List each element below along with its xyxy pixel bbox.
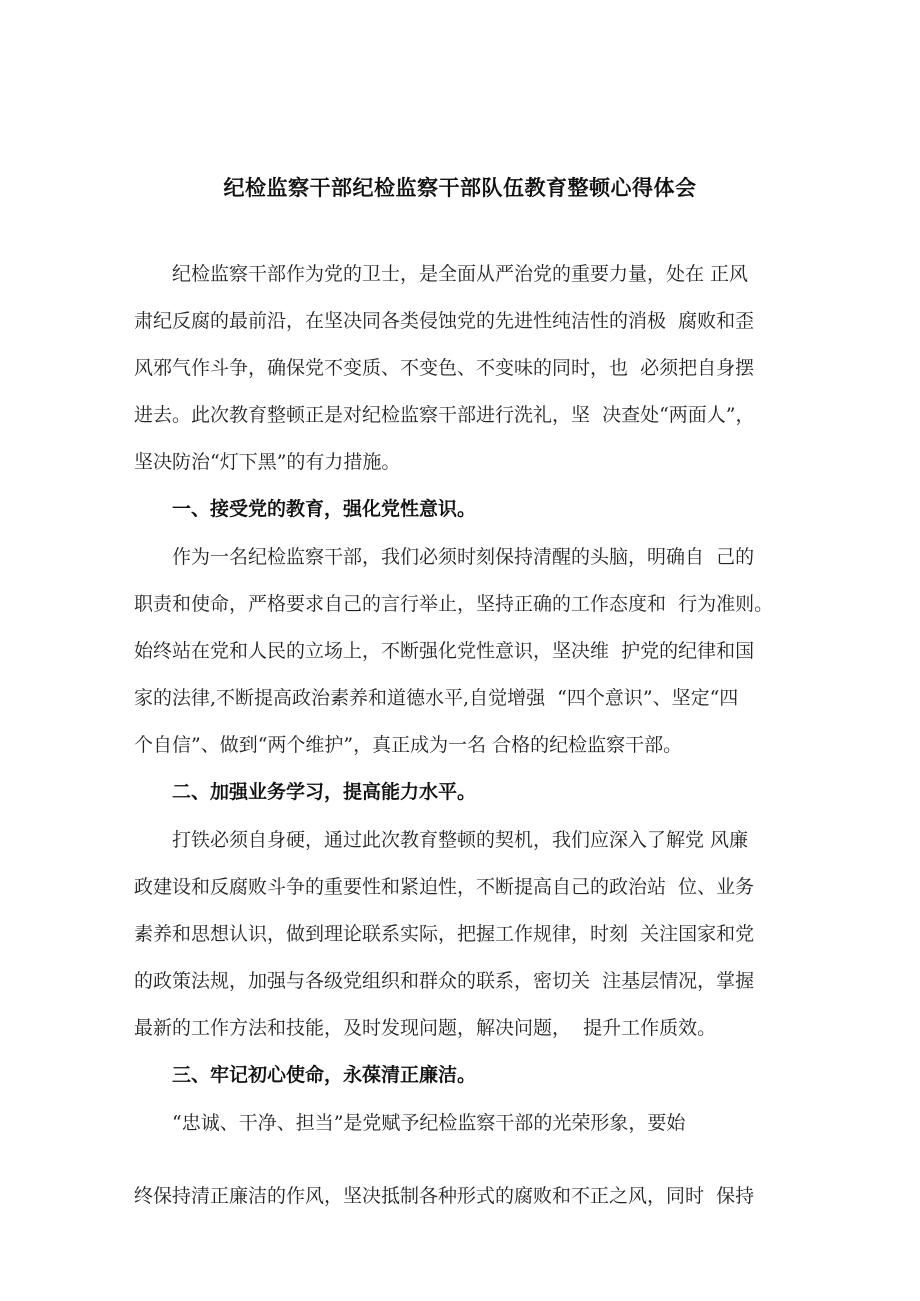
intro-line-4: 进去。此次教育整顿正是对纪检监察干部进行洗礼，坚 决查处“两面人”， [134,404,755,426]
section-1-heading: 一、接受党的教育，强化党性意识。 [172,498,477,520]
section-3-line-2: 终保持清正廉洁的作风，坚决抵制各种形式的腐败和不正之风，同时 保持 [134,1185,755,1207]
section-1-line-2: 职责和使命，严格要求自己的言行举止，坚持正确的工作态度和 行为准则。 [134,593,774,615]
section-1-line-5: 个自信”、做到“两个维护”，真正成为一名 合格的纪检监察干部。 [134,734,683,756]
intro-line-2: 肃纪反腐的最前沿，在坚决同各类侵蚀党的先进性纯洁性的消极 腐败和歪 [134,310,755,332]
section-1-line-3: 始终站在党和人民的立场上，不断强化党性意识，坚决维 护党的纪律和国 [134,640,755,662]
intro-line-5: 坚决防治“灯下黑”的有力措施。 [134,451,401,473]
section-3-heading: 三、牢记初心使命，永葆清正廉洁。 [172,1064,477,1086]
section-3-line-1: “忠诚、干净、担当”是党赋予纪检监察干部的光荣形象，要始 [172,1112,686,1134]
section-2-line-3: 素养和思想认识，做到理论联系实际，把握工作规律，时刻 关注国家和党 [134,923,755,945]
intro-line-3: 风邪气作斗争，确保党不变质、不变色、不变味的同时，也 必须把自身摆 [134,357,755,379]
section-1-line-4: 家的法律,不断提高政治素养和道德水平,自觉增强 “四个意识”、坚定“四 [134,687,739,709]
section-2-heading: 二、加强业务学习，提高能力水平。 [172,781,477,803]
intro-line-1: 纪检监察干部作为党的卫士，是全面从严治党的重要力量，处在 正风 [172,263,749,285]
section-2-line-4: 的政策法规，加强与各级党组织和群众的联系，密切关 注基层情况，掌握 [134,970,755,992]
section-2-line-2: 政建设和反腐败斗争的重要性和紧迫性，不断提高自己的政治站 位、业务 [134,876,755,898]
section-1-line-1: 作为一名纪检监察干部，我们必须时刻保持清醒的头脑，明确自 己的 [172,546,755,568]
document-title: 纪检监察干部纪检监察干部队伍教育整顿心得体会 [223,176,697,200]
section-2-line-5: 最新的工作方法和技能，及时发现问题，解决问题， 提升工作质效。 [134,1017,717,1039]
section-2-line-1: 打铁必须自身硬，通过此次教育整顿的契机，我们应深入了解党 风廉 [172,829,749,851]
